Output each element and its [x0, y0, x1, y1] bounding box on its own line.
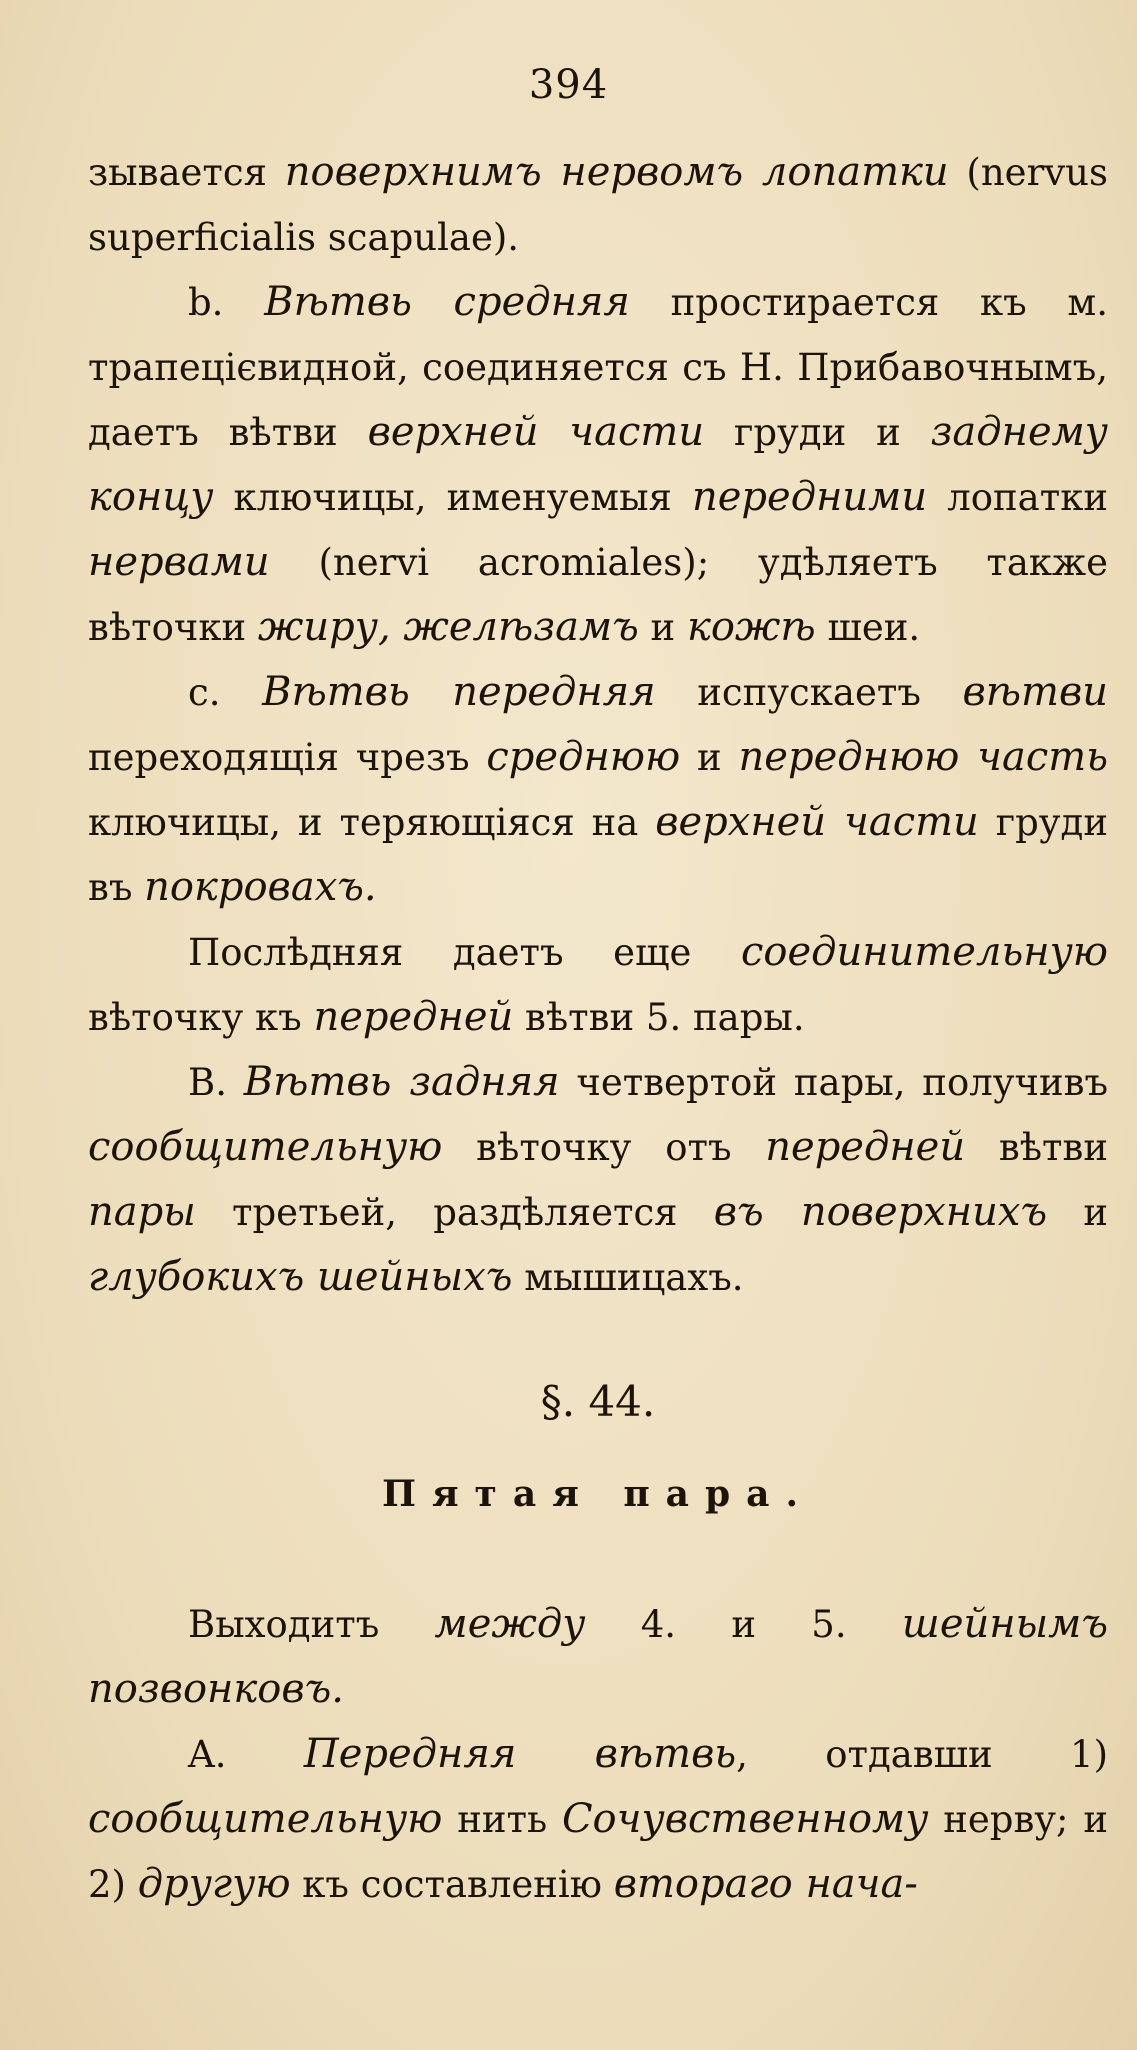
text-run: c.	[188, 671, 263, 714]
text-run: ключицы, и теряющіяся на	[88, 801, 656, 844]
text-run: b.	[188, 281, 265, 324]
page-number: 394	[528, 62, 609, 108]
italic-term: верхней части	[367, 409, 705, 455]
text-run: простирается къ м. трапецієвидной, соединяется съ Н. Прибавочнымъ, даетъ вѣтви	[88, 281, 1108, 454]
text-run: вѣтви 5. пары.	[513, 996, 805, 1039]
text-run: испускаетъ	[655, 671, 963, 714]
text-run: и	[638, 606, 687, 649]
italic-term: переднюю часть	[738, 734, 1109, 780]
text-run: нить	[442, 1798, 562, 1841]
section-mark: §. 44.	[540, 1377, 656, 1426]
text-run: и	[680, 736, 739, 779]
text-run: 4. и 5.	[585, 1603, 902, 1646]
italic-term: верхней части	[655, 799, 979, 845]
paragraphs-after	[88, 1592, 1108, 1917]
text-run: вѣточку отъ	[442, 1126, 766, 1169]
italic-term: заднему концу	[88, 409, 1109, 520]
italic-term: сообщительную	[88, 1124, 443, 1170]
italic-term: между	[434, 1601, 586, 1647]
text-run: зывается	[88, 151, 285, 194]
text-run: Послѣдняя даетъ еще	[188, 931, 741, 974]
paragraph	[88, 1722, 1108, 1917]
paragraph	[88, 1592, 1108, 1722]
text-run: ключицы, именуемыя	[213, 476, 692, 519]
text-run: B.	[188, 1061, 244, 1104]
section-heading: Пятая пара.	[381, 1473, 815, 1515]
text-run: , отдавши 1)	[736, 1733, 1109, 1776]
text-run: къ составленію	[290, 1863, 614, 1906]
paragraphs-before	[88, 140, 1108, 1310]
italic-term: передней	[313, 994, 514, 1040]
text-run: и	[1047, 1191, 1108, 1234]
italic-term: передними	[692, 474, 928, 520]
paragraph	[88, 920, 1108, 1050]
italic-term: передней	[765, 1124, 966, 1170]
italic-term: Вѣтвь средняя	[264, 279, 630, 325]
italic-term: другую	[137, 1861, 291, 1907]
text-run: лопатки	[927, 476, 1108, 519]
text-run: груди и	[704, 411, 931, 454]
italic-term: сообщительную	[88, 1796, 443, 1842]
italic-term: кожѣ	[686, 604, 816, 650]
text-run: нерву; и 2)	[88, 1798, 1108, 1906]
italic-term: Вѣтвь передняя	[262, 669, 656, 715]
italic-term: покровахъ.	[144, 864, 377, 910]
italic-term: поверхнимъ нервомъ лопатки	[284, 149, 949, 195]
italic-term: нервами	[88, 539, 270, 585]
text-run: вѣточку къ	[88, 996, 314, 1039]
italic-term: жиру, желѣзамъ	[257, 604, 639, 650]
italic-term: втораго нача-	[613, 1861, 918, 1907]
paragraph	[88, 1050, 1108, 1310]
text-run: шеи.	[815, 606, 921, 649]
italic-term: Вѣтвь задняя	[243, 1059, 560, 1105]
italic-term: Сочувственному	[561, 1796, 929, 1842]
text-run: четвертой пары, получивъ	[559, 1061, 1109, 1104]
italic-term: Передняя вѣтвь	[303, 1731, 737, 1777]
text-run: переходящія чрезъ	[88, 736, 487, 779]
text-run: мышицахъ.	[512, 1256, 744, 1299]
text-run: A.	[188, 1733, 304, 1776]
text-run: третьей, раздѣляется	[195, 1191, 714, 1234]
italic-term: вѣтви	[962, 669, 1108, 715]
italic-term: глубокихъ шейныхъ	[88, 1254, 513, 1300]
paragraph	[88, 140, 1108, 270]
text-run: (nervi acromiales); удѣляетъ также вѣточки	[88, 541, 1108, 649]
text-run: Выходитъ	[188, 1603, 435, 1646]
page-text	[88, 140, 1108, 1917]
paragraph	[88, 270, 1108, 660]
italic-term: пары	[88, 1189, 196, 1235]
italic-term: шейнымъ позвонковъ.	[88, 1601, 1108, 1712]
italic-term: въ поверхнихъ	[713, 1189, 1048, 1235]
italic-term: среднюю	[486, 734, 681, 780]
text-run: вѣтви	[965, 1126, 1108, 1169]
text-run: (nervus superficialis scapulae).	[88, 151, 1108, 259]
paragraph	[88, 660, 1108, 920]
italic-term: соединительную	[741, 929, 1108, 975]
text-run: груди въ	[88, 801, 1109, 909]
